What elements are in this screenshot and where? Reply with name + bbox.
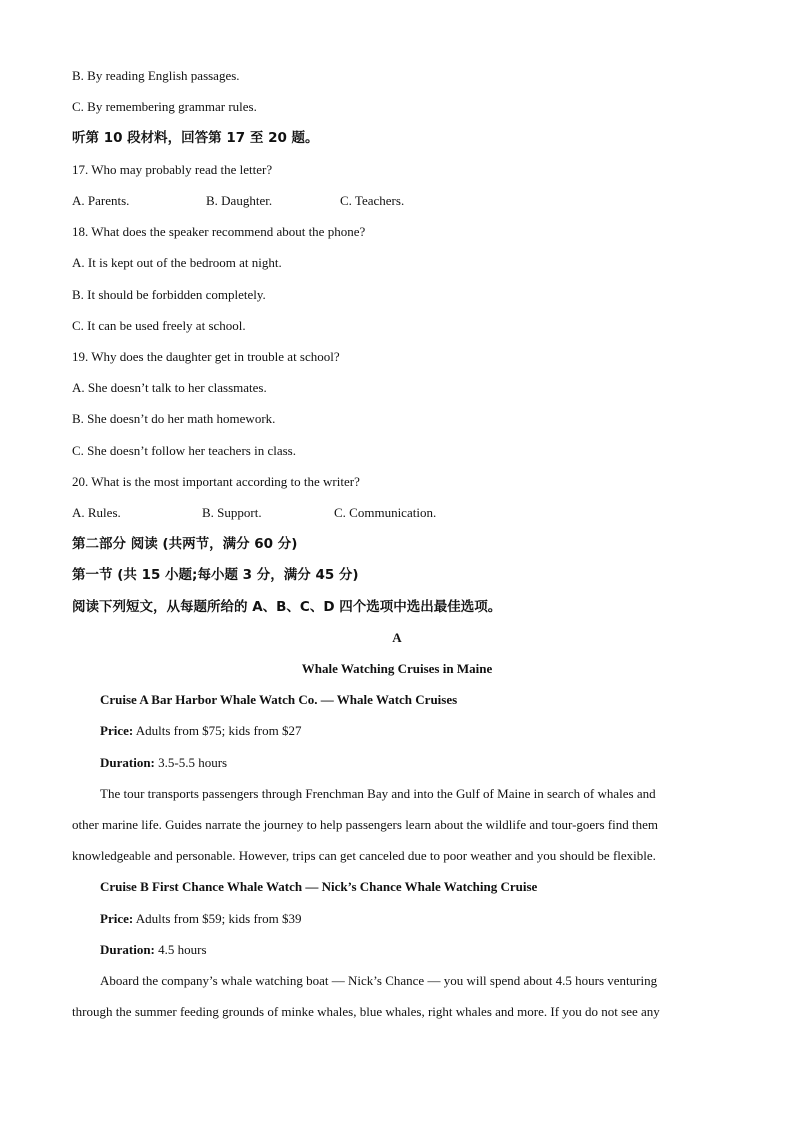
q17-options: [72, 192, 404, 210]
cruise-b-price-value: Adults from $59; kids from $39: [133, 911, 302, 926]
cruise-a-duration-label: Duration:: [100, 755, 155, 770]
section1-heading: 第一节 (共 15 小题;每小题 3 分，满分 45 分): [72, 567, 359, 583]
q20-question: 20. What is the most important according to the writer?: [72, 474, 360, 489]
cruise-a-duration: [100, 754, 227, 772]
cruise-b-para-line1: Aboard the company’s whale watching boat — Nick’s Chance — you will spend about 4.5 hours venturing: [100, 973, 658, 988]
cruise-a-duration-value: 3.5-5.5 hours: [154, 755, 228, 770]
q18-option-b: B. It should be forbidden completely.: [72, 287, 266, 302]
cruise-b-para-line2: through the summer feeding grounds of minke whales, blue whales, right whales and more. If you do not see any: [72, 1004, 660, 1019]
q19-option-c: C. She doesn’t follow her teachers in class.: [72, 443, 296, 458]
q17-option-b: B. Daughter.: [206, 193, 273, 208]
cruise-b-duration: [100, 941, 207, 959]
q16-option-c: C. By remembering grammar rules.: [72, 99, 257, 114]
q20-option-b: B. Support.: [202, 505, 262, 520]
q19-option-a: A. She doesn’t talk to her classmates.: [72, 380, 267, 395]
cruise-a-heading: Cruise A Bar Harbor Whale Watch Co. — Whale Watch Cruises: [100, 692, 458, 707]
q18-option-c: C. It can be used freely at school.: [72, 318, 246, 333]
q20-options: [72, 504, 436, 522]
passage-title: Whale Watching Cruises in Maine: [301, 661, 493, 676]
q17-option-c: C. Teachers.: [340, 193, 405, 208]
cruise-a-price-value: Adults from $75; kids from $27: [133, 723, 302, 738]
passage-letter: A: [392, 630, 402, 645]
cruise-a-para-line1: The tour transports passengers through Frenchman Bay and into the Gulf of Maine in search of whales and: [100, 786, 656, 801]
cruise-a-para-line2: other marine life. Guides narrate the journey to help passengers learn about the wildlife and tour-goers find them: [72, 817, 658, 832]
q18-option-a: A. It is kept out of the bedroom at night.: [72, 255, 282, 270]
q20-option-a: A. Rules.: [72, 505, 121, 520]
reading-instructions: 阅读下列短文，从每题所给的 A、B、C、D 四个选项中选出最佳选项。: [72, 599, 502, 615]
q17-question: 17. Who may probably read the letter?: [72, 162, 273, 177]
part2-heading: 第二部分 阅读 (共两节，满分 60 分): [72, 536, 298, 552]
q19-option-b: B. She doesn’t do her math homework.: [72, 411, 276, 426]
q19-question: 19. Why does the daughter get in trouble at school?: [72, 349, 340, 364]
cruise-a-price-label: Price:: [100, 723, 134, 738]
cruise-a-price: [100, 722, 301, 740]
cruise-b-price-label: Price:: [100, 911, 134, 926]
q17-option-a: A. Parents.: [72, 193, 130, 208]
q20-option-c: C. Communication.: [334, 505, 437, 520]
q16-option-b: B. By reading English passages.: [72, 68, 240, 83]
cruise-b-heading: Cruise B First Chance Whale Watch — Nick’s Chance Whale Watching Cruise: [100, 879, 538, 894]
section10-heading: 听第 10 段材料，回答第 17 至 20 题。: [72, 130, 319, 146]
q18-question: 18. What does the speaker recommend about the phone?: [72, 224, 366, 239]
cruise-b-duration-label: Duration:: [100, 942, 155, 957]
cruise-b-price: [100, 910, 301, 928]
cruise-b-duration-value: 4.5 hours: [154, 942, 207, 957]
cruise-a-para-line3: knowledgeable and personable. However, trips can get canceled due to poor weather and you should be flexible.: [72, 848, 656, 863]
